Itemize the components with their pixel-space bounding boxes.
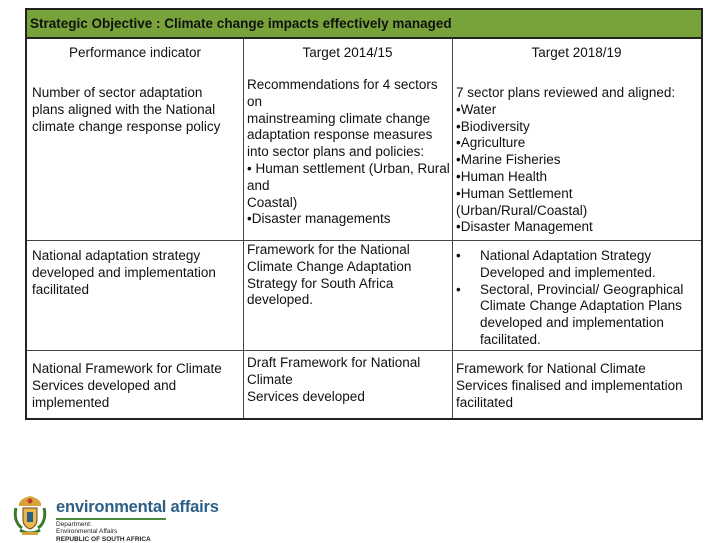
list-item-text: National Adaptation Strategy Developed and implemented. (480, 248, 656, 280)
brand-underline (56, 518, 166, 520)
department-name: Environmental Affairs (56, 528, 118, 536)
list-item (456, 248, 701, 282)
row-divider (27, 350, 701, 351)
column-divider (243, 39, 244, 418)
department-branding (56, 498, 219, 543)
row3-target-2014: Draft Framework for National Climate Services developed (247, 355, 421, 404)
header-target-2014: Target 2014/15 (243, 39, 452, 87)
header-performance-indicator: Performance indicator (27, 39, 243, 87)
row2-target-2014: Framework for the National Climate Change Adaptation Strategy for South Africa developed. (247, 242, 412, 308)
header-target-2018: Target 2018/19 (452, 39, 701, 87)
country-name: REPUBLIC OF SOUTH AFRICA (56, 535, 151, 543)
row2-indicator: National adaptation strategy developed and implementation facilitated (32, 248, 216, 297)
bullet-icon: • (456, 248, 461, 263)
strategic-objective-title: Strategic Objective : Climate change impacts effectively managed (27, 10, 701, 39)
row1-indicator: Number of sector adaptation plans aligned with the National climate change response policy (32, 85, 221, 134)
row3-target-2018: Framework for National Climate Services finalised and implementation facilitated (456, 361, 683, 410)
row2-target-2018-list (456, 248, 701, 349)
bullet-icon: • (456, 281, 461, 297)
coat-of-arms-icon (10, 494, 50, 536)
brand-name: environmental affairs (56, 498, 219, 516)
list-item-text: Sectoral, Provincial/ Geographical Climate Change Adaptation Plans developed and implementation facilitated. (480, 281, 684, 347)
list-item (456, 282, 701, 349)
column-divider (452, 39, 453, 418)
department-label: Department: (56, 521, 92, 528)
row2-target-2018 (456, 248, 701, 349)
row-divider (27, 240, 701, 241)
row1-target-2018: 7 sector plans reviewed and aligned: •Water •Biodiversity •Agriculture •Marine Fisheries •Human Health •Human Settlement (Urban/Rural/Coastal) •Disaster Management (456, 85, 676, 235)
row1-target-2014: Recommendations for 4 sectors on mainstreaming climate change adaptation response measures into sector plans and policies: • Human settlement (Urban, Rural and Coastal) •Disaster managements (247, 77, 450, 227)
objective-table (25, 8, 703, 420)
row3-indicator: National Framework for Climate Services developed and implemented (32, 361, 222, 410)
